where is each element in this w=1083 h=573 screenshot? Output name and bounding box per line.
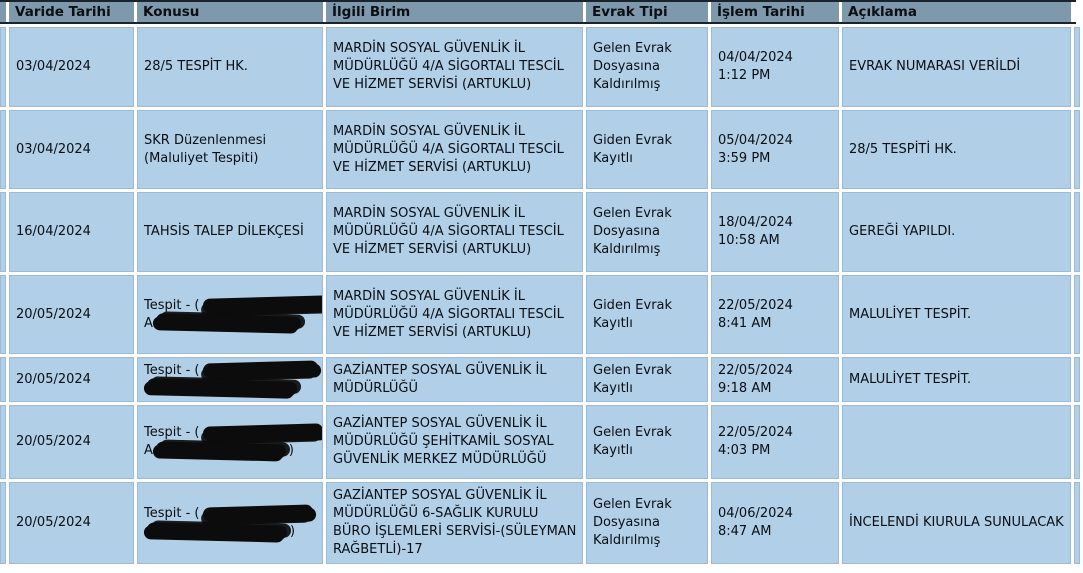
konusu-visible-text: A [144, 443, 153, 458]
cell-evrak-tipi: Gelen Evrak Kayıtlı [586, 405, 708, 479]
cutoff-cell [0, 110, 6, 189]
cell-varide-tarihi: 03/04/2024 [9, 27, 134, 107]
cutoff-cell [1074, 110, 1080, 189]
konusu-visible-text: Tespit - ( [144, 506, 200, 521]
cell-konusu: 28/5 TESPİT HK. [137, 27, 323, 107]
islem-time: 8:41 AM [718, 315, 772, 331]
table-row [0, 27, 1080, 107]
cell-varide-tarihi: 03/04/2024 [9, 110, 134, 189]
cutoff-cell [0, 482, 6, 564]
table-row [0, 110, 1080, 189]
cell-varide-tarihi: 20/05/2024 [9, 405, 134, 479]
konusu-visible-text: Tespit - ( [144, 297, 200, 313]
cell-konusu [137, 275, 323, 354]
table-row [0, 192, 1080, 272]
cell-ilgili-birim: MARDİN SOSYAL GÜVENLİK İL MÜDÜRLÜĞÜ 4/A SİGORTALI TESCİL VE HİZMET SERVİSİ (ARTUKLU) [326, 110, 583, 189]
column-header-varide-tarihi: Varide Tarihi [9, 0, 134, 24]
cell-konusu: TAHSİS TALEP DİLEKÇESİ [137, 192, 323, 272]
cell-varide-tarihi: 16/04/2024 [9, 192, 134, 272]
islem-date: 18/04/2024 [718, 215, 793, 230]
redaction-scribble [202, 360, 317, 377]
column-header-aciklama: Açıklama [842, 0, 1071, 24]
cell-aciklama: MALULİYET TESPİT. [842, 357, 1071, 402]
cell-aciklama: EVRAK NUMARASI VERİLDİ [842, 27, 1071, 107]
column-header-ilgili-birim: İlgili Birim [326, 0, 583, 24]
cell-aciklama [842, 405, 1071, 479]
cell-evrak-tipi: Gelen Evrak Kayıtlı [586, 357, 708, 402]
cutoff-cell [0, 192, 6, 272]
redaction-scribble [202, 295, 323, 313]
cutoff-cell [1074, 192, 1080, 272]
redaction-scribble [156, 441, 286, 458]
islem-time: 3:59 PM [718, 150, 771, 166]
islem-time: 4:03 PM [718, 443, 771, 458]
cell-evrak-tipi: Gelen Evrak Dosyasına Kaldırılmış [586, 482, 708, 564]
islem-date: 04/06/2024 [718, 506, 793, 521]
header-row [0, 0, 1080, 24]
cell-islem-tarihi [711, 482, 839, 564]
islem-time: 8:47 AM [718, 524, 772, 539]
column-header-konusu: Konusu [137, 0, 323, 24]
cutoff-cell [1074, 275, 1080, 354]
column-header-evrak-tipi: Evrak Tipi [586, 0, 708, 24]
islem-time: 10:58 AM [718, 233, 780, 248]
cell-varide-tarihi: 20/05/2024 [9, 357, 134, 402]
cell-ilgili-birim: MARDİN SOSYAL GÜVENLİK İL MÜDÜRLÜĞÜ 4/A SİGORTALI TESCİL VE HİZMET SERVİSİ (ARTUKLU) [326, 275, 583, 354]
column-header-cutoff-right [1074, 0, 1080, 24]
redaction-scribble [202, 423, 322, 440]
cell-konusu [137, 357, 323, 402]
cell-konusu [137, 405, 323, 479]
islem-date: 05/04/2024 [718, 132, 793, 148]
cell-varide-tarihi: 20/05/2024 [9, 275, 134, 354]
cell-varide-tarihi: 20/05/2024 [9, 482, 134, 564]
cell-ilgili-birim: MARDİN SOSYAL GÜVENLİK İL MÜDÜRLÜĞÜ 4/A SİGORTALI TESCİL VE HİZMET SERVİSİ (ARTUKLU) [326, 27, 583, 107]
column-header-islem-tarihi: İşlem Tarihi [711, 0, 839, 24]
cutoff-cell [0, 357, 6, 402]
cell-islem-tarihi [711, 110, 839, 189]
islem-date: 04/04/2024 [718, 50, 793, 65]
konusu-visible-text: Tespit - ( [144, 425, 200, 440]
table-row [0, 275, 1080, 354]
cell-konusu [137, 482, 323, 564]
cell-aciklama: 28/5 TESPİTİ HK. [842, 110, 1071, 189]
islem-time: 1:12 PM [718, 68, 771, 83]
cell-konusu: SKR Düzenlenmesi (Maluliyet Tespiti) [137, 110, 323, 189]
table-row [0, 357, 1080, 402]
islem-date: 22/05/2024 [718, 425, 793, 440]
cell-aciklama: MALULİYET TESPİT. [842, 275, 1071, 354]
cell-evrak-tipi: Giden Evrak Kayıtlı [586, 110, 708, 189]
islem-date: 22/05/2024 [718, 297, 793, 313]
cell-evrak-tipi: Gelen Evrak Dosyasına Kaldırılmış [586, 192, 708, 272]
cutoff-cell [1074, 482, 1080, 564]
cutoff-cell [1074, 27, 1080, 107]
konusu-visible-text: Tespit - ( [144, 362, 200, 378]
cutoff-cell [0, 405, 6, 479]
cell-evrak-tipi: Giden Evrak Kayıtlı [586, 275, 708, 354]
cell-islem-tarihi [711, 27, 839, 107]
cutoff-cell [1074, 357, 1080, 402]
cell-islem-tarihi [711, 192, 839, 272]
redaction-scribble [147, 522, 287, 539]
cell-ilgili-birim: GAZİANTEP SOSYAL GÜVENLİK İL MÜDÜRLÜĞÜ [326, 357, 583, 402]
islem-time: 9:18 AM [718, 380, 772, 396]
table-row [0, 405, 1080, 479]
konusu-visible-text: ) [288, 443, 294, 458]
column-header-cutoff [0, 0, 6, 24]
table-row [0, 482, 1080, 564]
cell-ilgili-birim: GAZİANTEP SOSYAL GÜVENLİK İL MÜDÜRLÜĞÜ 6-SAĞLIK KURULU BÜRO İŞLEMLERİ SERVİSİ-(SÜLEYMAN RAĞBETLİ)-17 [326, 482, 583, 564]
cell-ilgili-birim: GAZİANTEP SOSYAL GÜVENLİK İL MÜDÜRLÜĞÜ ŞEHİTKAMİL SOSYAL GÜVENLİK MERKEZ MÜDÜRLÜĞÜ [326, 405, 583, 479]
cutoff-cell [0, 275, 6, 354]
cell-aciklama: GEREĞİ YAPILDI. [842, 192, 1071, 272]
cutoff-cell [0, 27, 6, 107]
cell-ilgili-birim: MARDİN SOSYAL GÜVENLİK İL MÜDÜRLÜĞÜ 4/A SİGORTALI TESCİL VE HİZMET SERVİSİ (ARTUKLU) [326, 192, 583, 272]
cell-evrak-tipi: Gelen Evrak Dosyasına Kaldırılmış [586, 27, 708, 107]
konusu-visible-text: A [144, 315, 153, 331]
cell-aciklama: İNCELENDİ KIURULA SUNULACAK [842, 482, 1071, 564]
konusu-visible-text: ) [290, 524, 296, 539]
redaction-scribble [147, 378, 297, 396]
cutoff-cell [1074, 405, 1080, 479]
islem-date: 22/05/2024 [718, 362, 793, 378]
redaction-scribble [202, 504, 312, 521]
cell-islem-tarihi [711, 405, 839, 479]
redaction-scribble [156, 313, 301, 331]
cell-islem-tarihi [711, 275, 839, 354]
cell-islem-tarihi [711, 357, 839, 402]
